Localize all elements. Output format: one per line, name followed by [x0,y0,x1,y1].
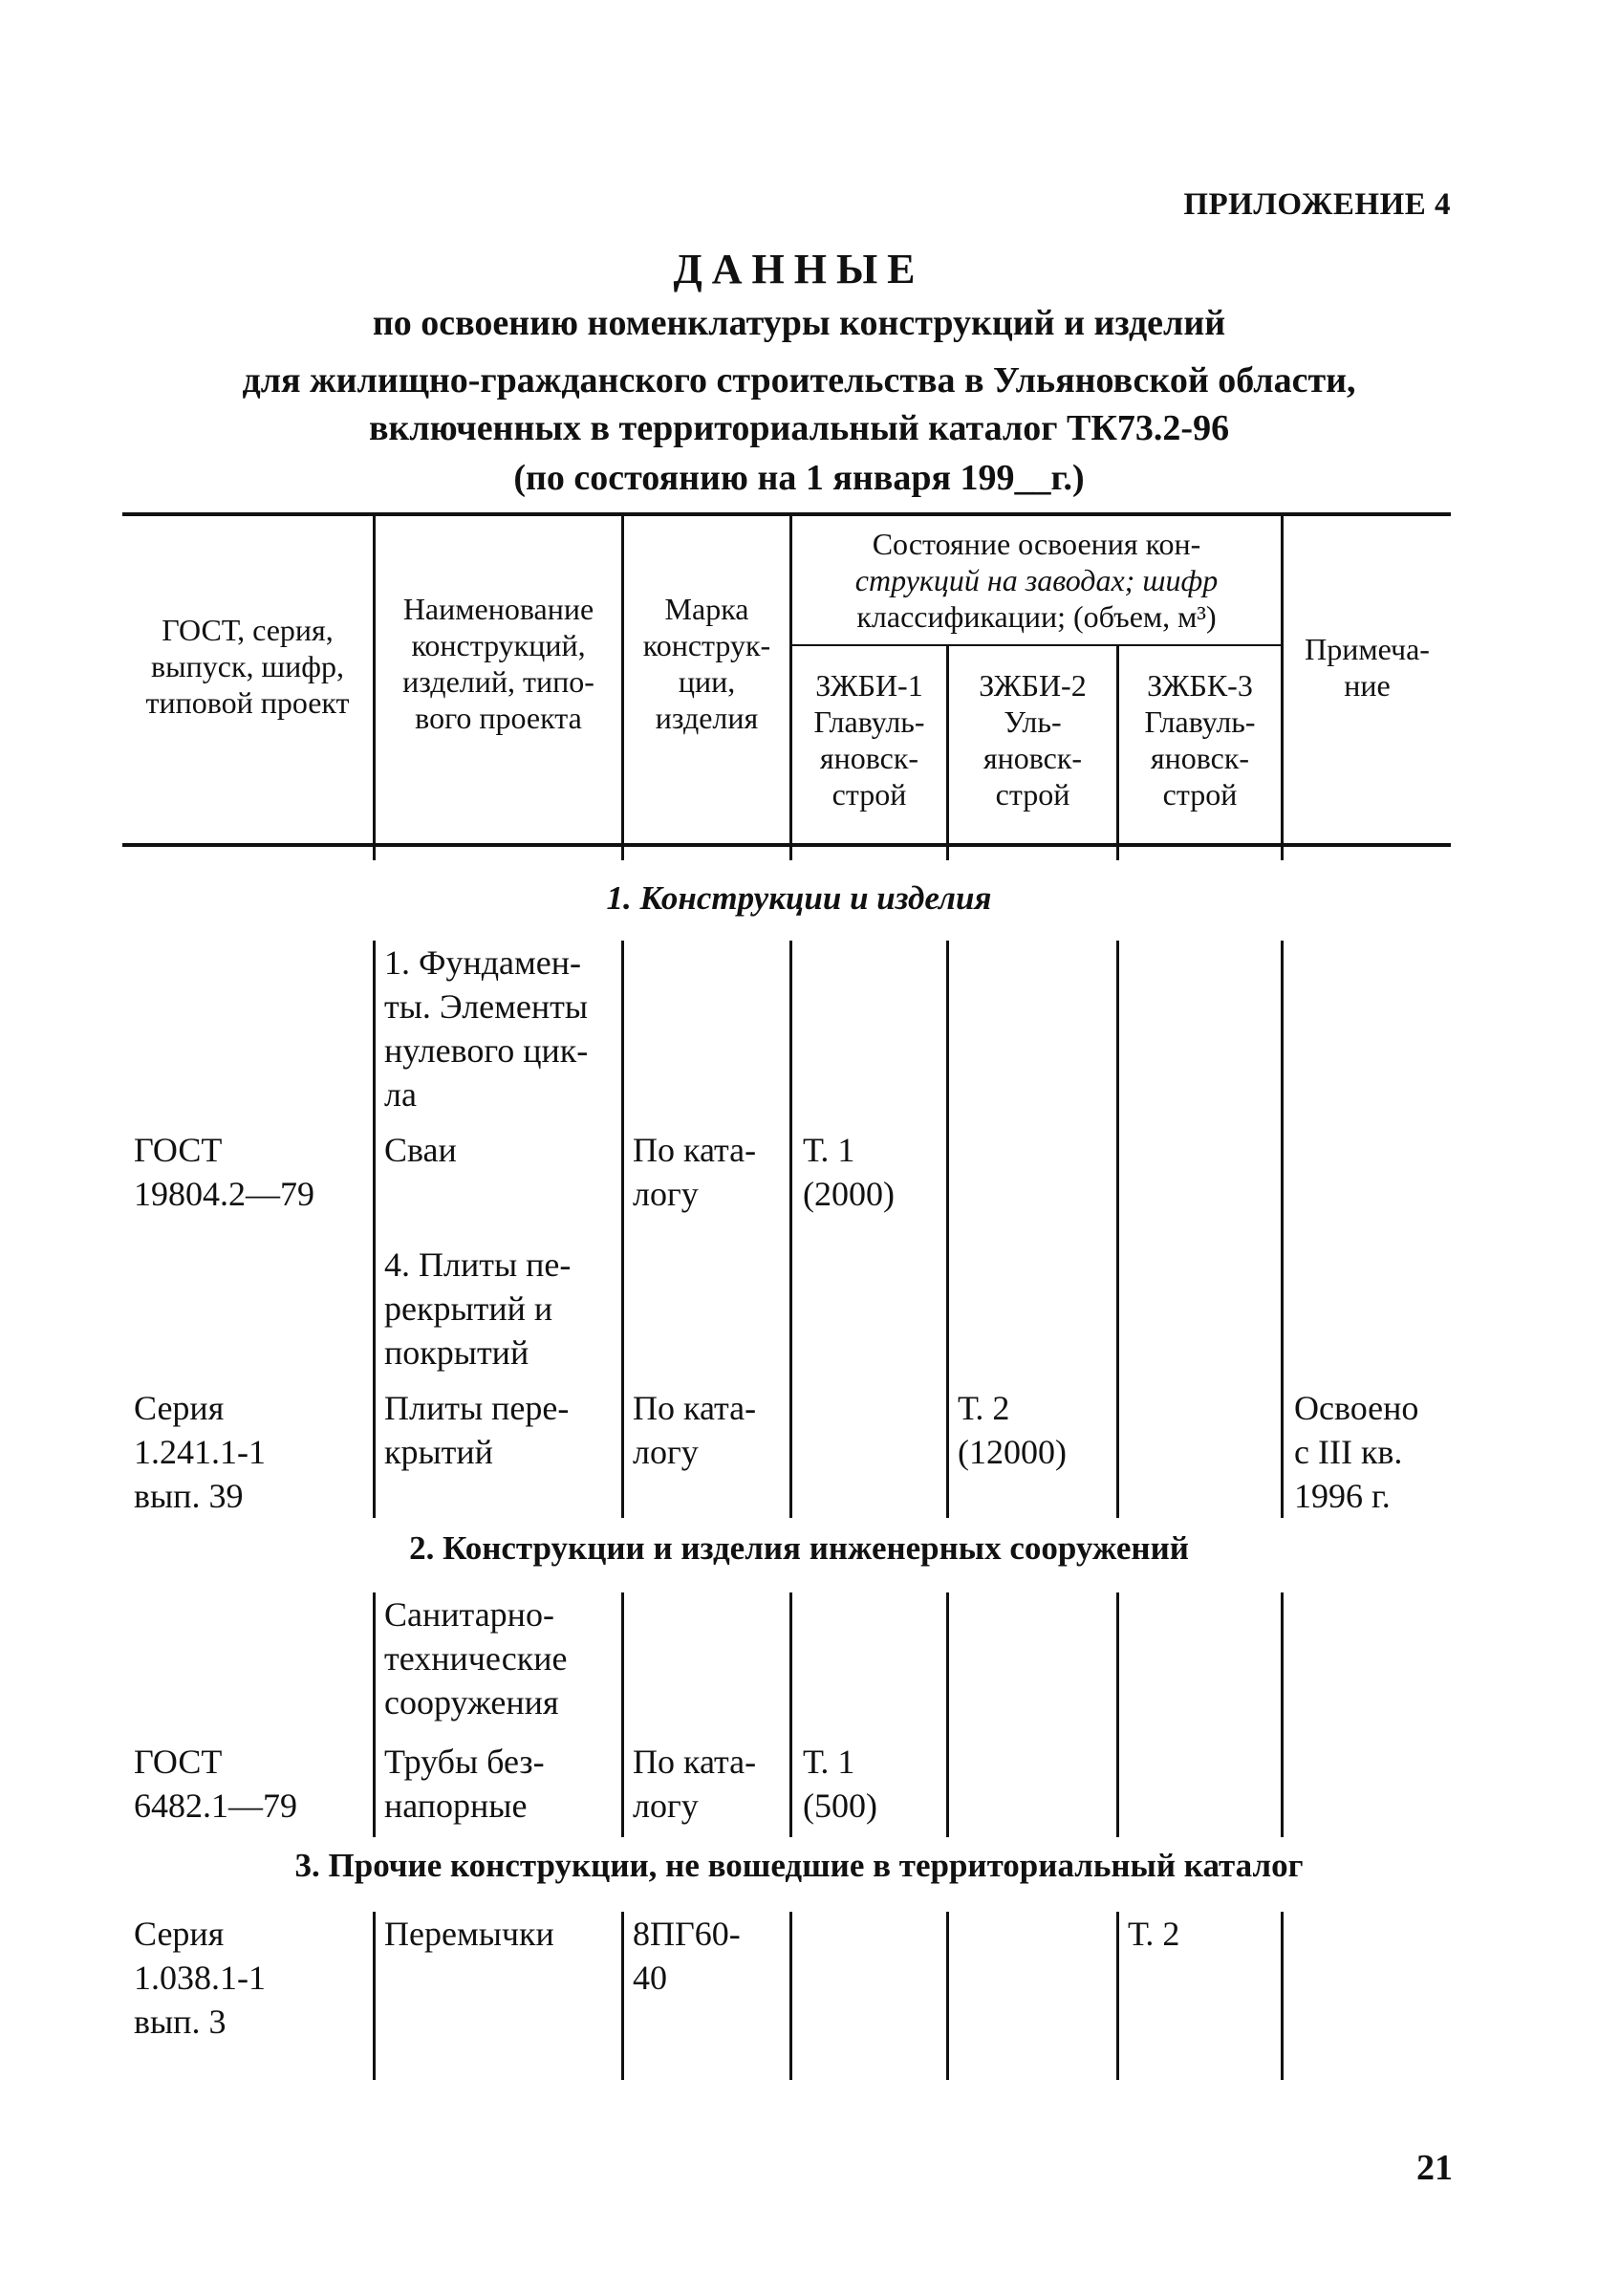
table-row-slabs-group-name: 4. Плиты пе- рекрытий и покрытий [384,1245,572,1372]
subtitle-line-4: (по состоянию на 1 января 199__г.) [513,458,1085,498]
document-title: ДАННЫЕ [673,246,925,292]
table-row-sanitary-name: Санитарно- технические сооружения [384,1595,568,1722]
header-col-name: Наименование конструкций, изделий, типо- вого проекта [402,592,594,735]
column-divider [789,941,792,1518]
column-divider [946,1592,949,1837]
table-row-piles-name: Сваи [384,1131,457,1169]
column-divider [621,1912,624,2080]
header-col-gost: ГОСТ, серия, выпуск, шифр, типовой проект [145,613,350,720]
table-row-slabs-gost: Серия 1.241.1-1 вып. 39 [134,1389,266,1515]
table-row-slabs-plant2: Т. 2 (12000) [958,1389,1067,1471]
column-divider [621,1592,624,1837]
appendix-label: ПРИЛОЖЕНИЕ 4 [1183,187,1451,222]
column-divider [1116,1592,1119,1837]
header-group-status: Состояние освоения кон- струкций на заводах; шифр классификации; (объем, м³) [854,527,1219,634]
table-row-pipes-name: Трубы без- напорные [384,1743,545,1825]
table-row-foundations-name: 1. Фундамен- ты. Элементы нулевого цик- ла [384,943,589,1114]
header-plant-3: ЗЖБК-3 Главуль- яновск- строй [1144,668,1256,812]
table-row-pipes-gost: ГОСТ 6482.1—79 [134,1743,297,1825]
table-row-lintels-gost: Серия 1.038.1-1 вып. 3 [134,1915,266,2041]
section-2-title: 2. Конструкции и изделия инженерных сооружений [409,1529,1189,1567]
table-row-lintels-plant3: Т. 2 [1128,1915,1180,1953]
column-divider [946,1912,949,2080]
column-divider [946,941,949,1518]
header-plant-1: ЗЖБИ-1 Главуль- яновск- строй [813,668,925,812]
table-row-slabs-mark: По ката- логу [633,1389,757,1471]
table-row-piles-plant1: Т. 1 (2000) [803,1131,895,1213]
table-row-lintels-name: Перемычки [384,1915,554,1953]
column-divider [621,941,624,1518]
column-divider [1116,1912,1119,2080]
table-row-lintels-mark: 8ПГ60- 40 [633,1915,741,1997]
column-divider [373,1592,376,1837]
column-divider [373,1912,376,2080]
column-divider [1281,1912,1284,2080]
column-divider [1281,941,1284,1518]
section-3-title: 3. Прочие конструкции, не вошедшие в территориальный каталог [294,1847,1304,1884]
subtitle-line-2: для жилищно-гражданского строительства в Ульяновской области, [242,360,1356,401]
table-row-piles-mark: По ката- логу [633,1131,757,1213]
page-number: 21 [1416,2148,1453,2188]
subtitle-line-1: по освоению номенклатуры конструкций и изделий [372,303,1226,343]
table-row-pipes-mark: По ката- логу [633,1743,757,1825]
column-divider [373,941,376,1518]
table-row-piles-gost: ГОСТ 19804.2—79 [134,1131,314,1213]
table-top-rule [122,512,1451,516]
header-col-mark: Марка конструк- ции, изделия [642,592,771,735]
table-row-pipes-plant1: Т. 1 (500) [803,1743,877,1825]
section-1-title: 1. Конструкции и изделия [606,879,992,917]
column-divider [1116,941,1119,1518]
column-divider [789,1592,792,1837]
subtitle-line-3: включенных в территориальный каталог ТК73.2-96 [368,408,1230,448]
group-header-rule [791,644,1283,646]
table-row-slabs-name: Плиты пере- крытий [384,1389,570,1471]
column-divider [789,1912,792,2080]
table-row-slabs-note: Освоено с III кв. 1996 г. [1294,1389,1419,1515]
table-header-rule [122,843,1451,847]
header-col-note: Примеча- ние [1305,632,1430,703]
header-plant-2: ЗЖБИ-2 Уль- яновск- строй [979,668,1087,812]
column-divider [1281,1592,1284,1837]
